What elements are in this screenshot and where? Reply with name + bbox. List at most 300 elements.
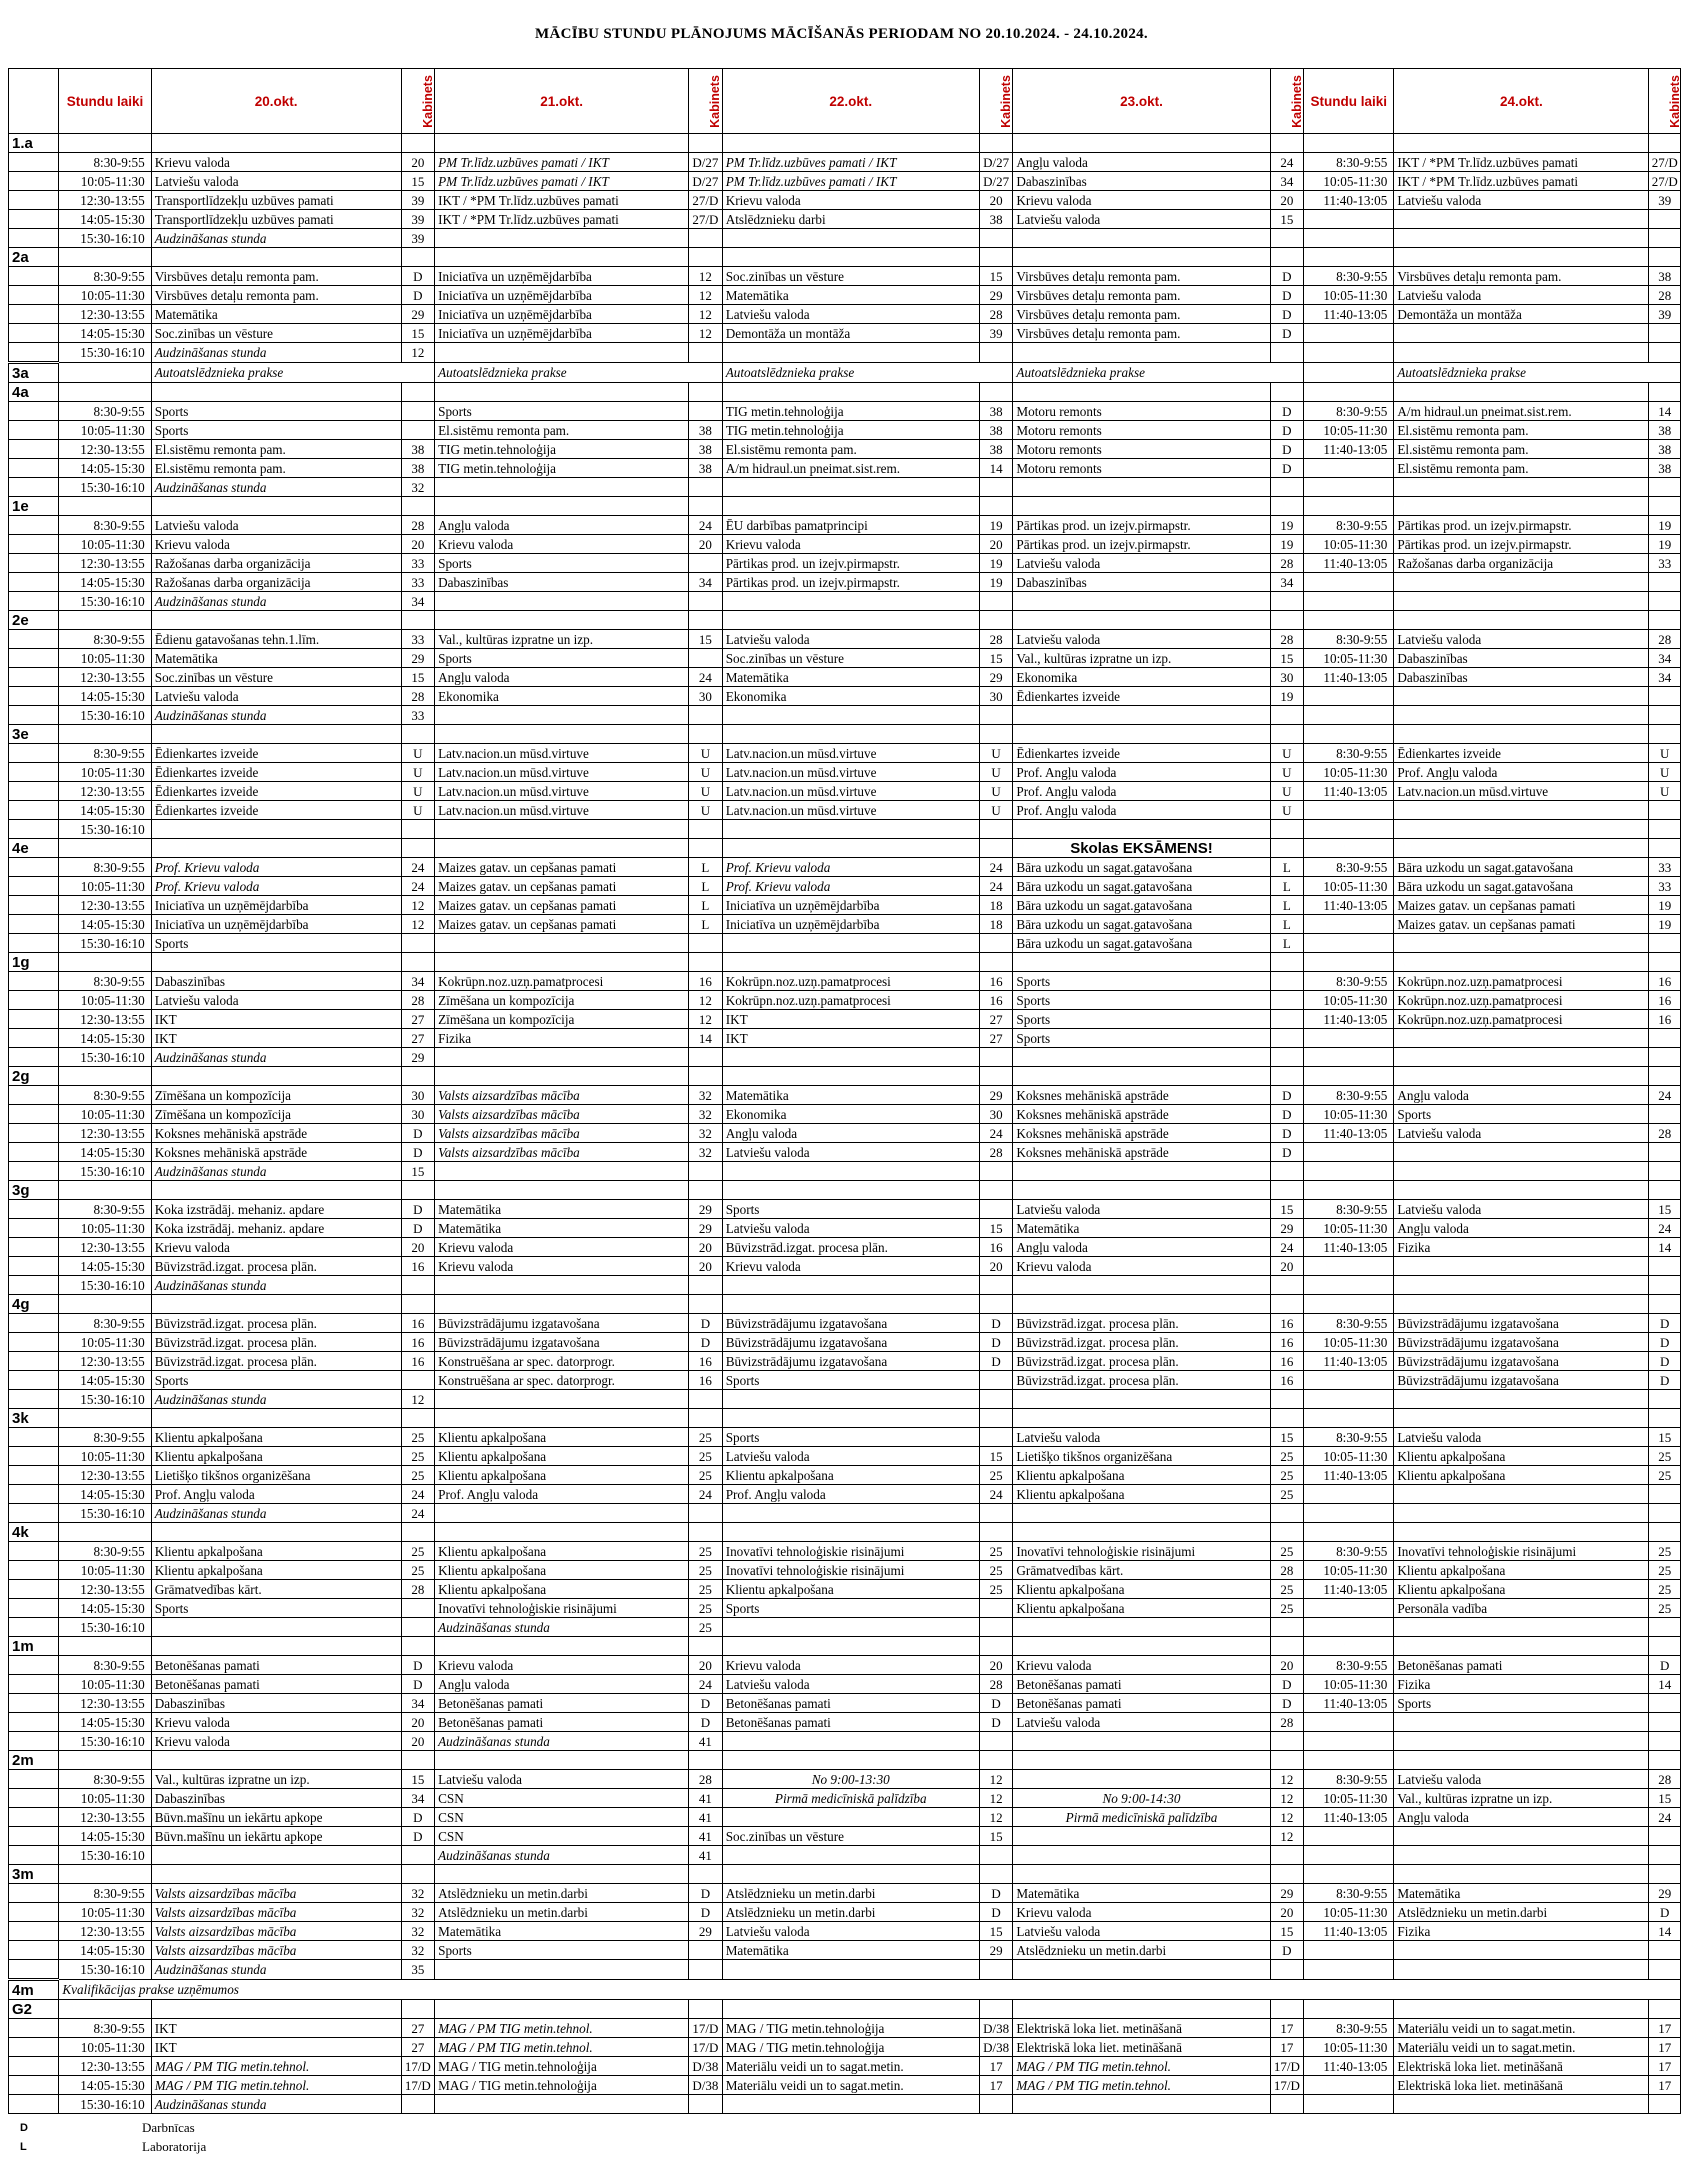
room-cell: 34 [1270,573,1304,592]
group-label: 1g [9,953,59,972]
group-label: 4k [9,1523,59,1542]
empty-cell [979,611,1013,630]
subject-cell [435,229,689,248]
room-cell: L [689,877,723,896]
subject-cell: Sports [1013,1010,1270,1029]
empty-cell [1304,1751,1394,1770]
subject-cell: Audzināšanas stunda [435,1846,689,1865]
subject-cell: Koksnes mehāniskā apstrāde [151,1143,401,1162]
room-cell [1649,1257,1681,1276]
room-cell [1649,1846,1681,1865]
subject-cell [722,2095,979,2114]
subject-cell: Valsts aizsardzības mācība [435,1124,689,1143]
subject-cell [722,1276,979,1295]
subject-cell: Atslēdznieku darbi [722,210,979,229]
time-cell [1304,1618,1394,1637]
subject-cell: MAG / PM TIG metin.tehnol. [1013,2076,1270,2095]
subject-cell: Fizika [435,1029,689,1048]
room-cell: 27/D [689,210,723,229]
subject-cell: Zīmēšana un kompozīcija [435,991,689,1010]
empty-cell [1394,1067,1649,1086]
empty-cell [1270,248,1304,267]
lesson-row [9,191,1681,210]
empty-cell [1013,1751,1270,1770]
empty-cell [59,1067,151,1086]
room-cell: U [689,763,723,782]
group-spacer [9,1238,59,1257]
subject-cell: Kokrūpn.noz.uzņ.pamatprocesi [1394,972,1649,991]
room-cell: 15 [401,668,435,687]
subject-cell: Betonēšanas pamati [722,1694,979,1713]
room-cell: 14 [1649,402,1681,421]
empty-cell [59,1181,151,1200]
subject-cell: Fizika [1394,1238,1649,1257]
subject-cell: Valsts aizsardzības mācība [151,1903,401,1922]
empty-cell [1649,248,1681,267]
group-header-row [9,839,1681,858]
room-cell [401,1599,435,1618]
room-cell: D [979,1903,1013,1922]
subject-cell [722,1390,979,1409]
room-cell: D [1270,1694,1304,1713]
time-cell: 10:05-11:30 [1304,421,1394,440]
lesson-row [9,687,1681,706]
room-cell: 33 [401,706,435,725]
empty-cell [1649,1067,1681,1086]
subject-cell: El.sistēmu remonta pam. [1394,459,1649,478]
room-cell [689,1941,723,1960]
lesson-row [9,535,1681,554]
room-cell: D [1270,1675,1304,1694]
room-cell: D [979,1694,1013,1713]
time-cell: 8:30-9:55 [59,267,151,286]
room-cell: D [1270,459,1304,478]
empty-cell [59,611,151,630]
subject-cell: Matemātika [435,1922,689,1941]
empty-cell [401,2000,435,2019]
room-cell [1270,1029,1304,1048]
room-cell [1270,706,1304,725]
room-cell: D [401,1219,435,1238]
group-spacer [9,1428,59,1447]
subject-cell: Latviešu valoda [722,1219,979,1238]
group-spacer [9,1352,59,1371]
room-cell: 39 [401,229,435,248]
subject-cell: IKT / *PM Tr.līdz.uzbūves pamati [1394,172,1649,191]
subject-cell: Latviešu valoda [722,630,979,649]
empty-cell [1013,383,1270,402]
room-cell [1649,820,1681,839]
time-cell: 8:30-9:55 [59,1314,151,1333]
empty-cell [59,1751,151,1770]
subject-cell: Pirmā medicīniskā palīdzība [1013,1808,1270,1827]
lesson-row [9,459,1681,478]
empty-cell [1394,1409,1649,1428]
empty-cell [435,1181,689,1200]
room-cell [1649,1048,1681,1067]
lesson-row [9,1941,1681,1960]
subject-cell: MAG / TIG metin.tehnoloģija [722,2019,979,2038]
subject-cell: CSN [435,1789,689,1808]
subject-cell: Būvizstrādājumu izgatavošana [1394,1352,1649,1371]
subject-cell: IKT / *PM Tr.līdz.uzbūves pamati [1394,153,1649,172]
room-cell: 25 [689,1428,723,1447]
time-cell: 14:05-15:30 [59,915,151,934]
group-spacer [9,801,59,820]
subject-cell: Demontāža un montāža [1394,305,1649,324]
lesson-row [9,592,1681,611]
empty-cell [59,497,151,516]
subject-cell: Betonēšanas pamati [722,1713,979,1732]
room-cell: 20 [401,1732,435,1751]
room-cell: D [1270,1105,1304,1124]
legend-label: Darbnīcas [142,2119,195,2135]
room-cell [689,934,723,953]
subject-cell: Latviešu valoda [151,687,401,706]
empty-cell [1304,1409,1394,1428]
room-cell: 32 [401,1884,435,1903]
room-cell: U [979,801,1013,820]
subject-cell: Būvizstrādājumu izgatavošana [1394,1333,1649,1352]
empty-cell [1304,725,1394,744]
room-cell [401,402,435,421]
room-cell: U [1270,744,1304,763]
subject-cell: Kokrūpn.noz.uzņ.pamatprocesi [1394,1010,1649,1029]
subject-cell: Iniciatīva un uzņēmējdarbība [151,915,401,934]
room-cell [1270,1504,1304,1523]
subject-cell: MAG / PM TIG metin.tehnol. [151,2057,401,2076]
group-spacer [9,2095,59,2114]
lesson-row [9,1789,1681,1808]
subject-cell: Ekonomika [722,1105,979,1124]
empty-cell [1270,497,1304,516]
lesson-row [9,153,1681,172]
room-cell: 28 [401,516,435,535]
empty-cell [1304,953,1394,972]
empty-cell [401,383,435,402]
empty-cell [722,1523,979,1542]
group-spacer [9,915,59,934]
time-cell: 11:40-13:05 [1304,191,1394,210]
group-label: 3g [9,1181,59,1200]
room-cell [979,343,1013,363]
empty-cell [689,839,723,858]
room-cell: 17 [1270,2038,1304,2057]
subject-cell: Prof. Krievu valoda [722,877,979,896]
subject-cell: Klientu apkalpošana [151,1561,401,1580]
room-cell: 30 [689,687,723,706]
subject-cell [1394,1162,1649,1181]
subject-cell: Audzināšanas stunda [435,1618,689,1637]
room-cell: 28 [1649,286,1681,305]
time-cell [1304,1941,1394,1960]
subject-cell [722,706,979,725]
room-cell: D [1270,267,1304,286]
empty-cell [1649,497,1681,516]
time-cell: 11:40-13:05 [1304,1808,1394,1827]
subject-cell: Atslēdznieku un metin.darbi [435,1903,689,1922]
time-cell: 10:05-11:30 [59,1675,151,1694]
subject-cell [722,1162,979,1181]
time-cell: 12:30-13:55 [59,896,151,915]
room-cell: 25 [1270,1466,1304,1485]
subject-cell: Matemātika [151,649,401,668]
empty-cell [979,1523,1013,1542]
subject-cell [435,1504,689,1523]
subject-cell: Zīmēšana un kompozīcija [151,1105,401,1124]
group-spacer [9,1105,59,1124]
group-spacer [9,172,59,191]
subject-cell [1013,820,1270,839]
subject-cell [1013,592,1270,611]
room-cell: 25 [1649,1599,1681,1618]
subject-cell: Angļu valoda [722,1124,979,1143]
room-cell: 28 [1270,554,1304,573]
group-label: 2a [9,248,59,267]
subject-cell [435,343,689,363]
subject-cell: Motoru remonts [1013,421,1270,440]
subject-cell: Ēdienkartes izveide [151,744,401,763]
subject-cell: Matemātika [722,1086,979,1105]
subject-cell [1394,706,1649,725]
time-cell: 14:05-15:30 [59,1485,151,1504]
empty-cell [1394,1523,1649,1542]
subject-cell: Motoru remonts [1013,459,1270,478]
room-cell: 29 [1270,1884,1304,1903]
time-cell: 12:30-13:55 [59,1352,151,1371]
room-cell [1649,1390,1681,1409]
lesson-row [9,1713,1681,1732]
room-cell: 27 [979,1029,1013,1048]
subject-cell: Betonēšanas pamati [1394,1656,1649,1675]
time-cell: 15:30-16:10 [59,1504,151,1523]
time-cell: 11:40-13:05 [1304,1124,1394,1143]
room-cell: 19 [1270,535,1304,554]
group-spacer [9,1010,59,1029]
room-cell [1649,573,1681,592]
subject-cell: Latviešu valoda [1394,630,1649,649]
time-cell: 10:05-11:30 [1304,763,1394,782]
subject-cell: Fizika [1394,1675,1649,1694]
header-cell: Kabinets [979,69,1013,134]
time-cell: 8:30-9:55 [59,744,151,763]
legend-key: D [20,2121,28,2134]
room-cell [689,554,723,573]
legend-label: Laboratorija [142,2138,207,2154]
lesson-row [9,324,1681,343]
time-cell [1304,1276,1394,1295]
lesson-row [9,972,1681,991]
lesson-row [9,2019,1681,2038]
time-cell: 8:30-9:55 [59,1428,151,1447]
header-corner [9,69,59,134]
subject-cell: Latviešu valoda [151,172,401,191]
time-cell: 14:05-15:30 [59,1371,151,1390]
room-cell: 19 [1270,516,1304,535]
subject-cell: Matemātika [722,1941,979,1960]
group-spacer [9,573,59,592]
room-cell: 17 [979,2076,1013,2095]
group-spacer [9,421,59,440]
subject-cell: Latviešu valoda [1394,1124,1649,1143]
time-cell: 11:40-13:05 [1304,2057,1394,2076]
empty-cell [1013,497,1270,516]
group-header-row [9,497,1681,516]
lesson-row [9,1447,1681,1466]
empty-cell [722,1751,979,1770]
room-cell [689,478,723,497]
group-spacer [9,1960,59,1980]
subject-cell: Klientu apkalpošana [151,1428,401,1447]
lesson-row [9,1618,1681,1637]
subject-cell: Latviešu valoda [435,1770,689,1789]
subject-cell: Sports [435,402,689,421]
subject-cell: Latviešu valoda [722,305,979,324]
room-cell: 12 [689,305,723,324]
lesson-row [9,1371,1681,1390]
subject-cell: Kokrūpn.noz.uzņ.pamatprocesi [722,991,979,1010]
empty-cell [151,1751,401,1770]
empty-cell [1649,1865,1681,1884]
room-cell [979,1276,1013,1295]
subject-cell: Klientu apkalpošana [1013,1466,1270,1485]
room-cell: 24 [979,858,1013,877]
subject-cell: Latviešu valoda [1394,1770,1649,1789]
subject-cell: Bāra uzkodu un sagat.gatavošana [1013,915,1270,934]
room-cell: 29 [689,1219,723,1238]
room-cell: 15 [1270,210,1304,229]
room-cell: 15 [689,630,723,649]
time-cell [1304,934,1394,953]
room-cell [1649,687,1681,706]
room-cell: 20 [401,535,435,554]
room-cell: 38 [1649,440,1681,459]
lesson-row [9,1808,1681,1827]
room-cell: D/38 [689,2057,723,2076]
practice-cell: Autoatslēdznieka prakse [435,363,723,383]
empty-cell [59,248,151,267]
room-cell: 15 [979,1219,1013,1238]
group-spacer [9,1941,59,1960]
subject-cell: Ekonomika [435,687,689,706]
time-cell: 15:30-16:10 [59,1618,151,1637]
room-cell: 41 [689,1789,723,1808]
legend-key: L [20,2140,27,2153]
room-cell [1649,229,1681,248]
empty-cell [151,1067,401,1086]
room-cell [979,1846,1013,1865]
room-cell: D [979,1333,1013,1352]
time-cell [1304,1827,1394,1846]
time-cell: 15:30-16:10 [59,1162,151,1181]
subject-cell: Krievu valoda [722,191,979,210]
time-cell: 15:30-16:10 [59,1960,151,1980]
empty-cell [689,1751,723,1770]
subject-cell: Betonēšanas pamati [151,1656,401,1675]
room-cell: D [1270,286,1304,305]
room-cell: D [1270,440,1304,459]
subject-cell: Prof. Angļu valoda [1013,782,1270,801]
room-cell: 25 [979,1542,1013,1561]
room-cell: 29 [401,1048,435,1067]
room-cell: 28 [401,687,435,706]
subject-cell: Virsbūves detaļu remonta pam. [1013,267,1270,286]
time-cell [1304,1143,1394,1162]
subject-cell: Koka izstrādāj. mehaniz. apdare [151,1200,401,1219]
subject-cell [1394,1048,1649,1067]
empty-cell [401,1637,435,1656]
subject-cell: Klientu apkalpošana [1013,1485,1270,1504]
subject-cell: Klientu apkalpošana [435,1580,689,1599]
subject-cell: Latviešu valoda [722,1447,979,1466]
lesson-row [9,2038,1681,2057]
group-spacer [9,191,59,210]
group-spacer [9,1694,59,1713]
subject-cell [1394,1276,1649,1295]
empty-cell [401,1409,435,1428]
room-cell: 32 [689,1086,723,1105]
room-cell [401,1618,435,1637]
room-cell [1649,592,1681,611]
room-cell: D/38 [979,2038,1013,2057]
empty-cell [1649,725,1681,744]
subject-cell: Audzināšanas stunda [151,478,401,497]
group-spacer [9,1485,59,1504]
lesson-row [9,1561,1681,1580]
empty-cell [1013,2000,1270,2019]
time-cell [1304,1371,1394,1390]
group-header-row [9,1409,1681,1428]
room-cell: 16 [1270,1371,1304,1390]
time-cell [1304,1960,1394,1980]
subject-cell: Krievu valoda [151,1238,401,1257]
room-cell: 38 [1649,267,1681,286]
time-cell: 8:30-9:55 [1304,402,1394,421]
room-cell: 28 [401,991,435,1010]
room-cell: 17/D [1270,2057,1304,2076]
subject-cell: IKT [151,1010,401,1029]
room-cell: 12 [979,1770,1013,1789]
time-cell: 8:30-9:55 [1304,153,1394,172]
time-cell: 8:30-9:55 [59,153,151,172]
room-cell: 15 [401,172,435,191]
empty-cell [59,383,151,402]
subject-cell: IKT [151,2038,401,2057]
subject-cell: Angļu valoda [1394,1086,1649,1105]
exam-note: Skolas EKSĀMENS! [1013,839,1270,858]
room-cell: 34 [401,972,435,991]
room-cell [1649,1105,1681,1124]
lesson-row [9,478,1681,497]
empty-cell [151,1865,401,1884]
lesson-row [9,229,1681,248]
group-label: 4g [9,1295,59,1314]
subject-cell: Angļu valoda [1013,153,1270,172]
room-cell: 25 [1270,1580,1304,1599]
group-spacer [9,1884,59,1903]
group-spacer [9,459,59,478]
empty-cell [722,839,979,858]
group-spacer [9,668,59,687]
room-cell: L [1270,877,1304,896]
schedule-table [8,68,1681,2114]
room-cell: 33 [1649,877,1681,896]
time-cell: 12:30-13:55 [59,440,151,459]
group-spacer [9,1466,59,1485]
group-header-row [9,611,1681,630]
empty-cell [1270,611,1304,630]
room-cell [979,1960,1013,1980]
